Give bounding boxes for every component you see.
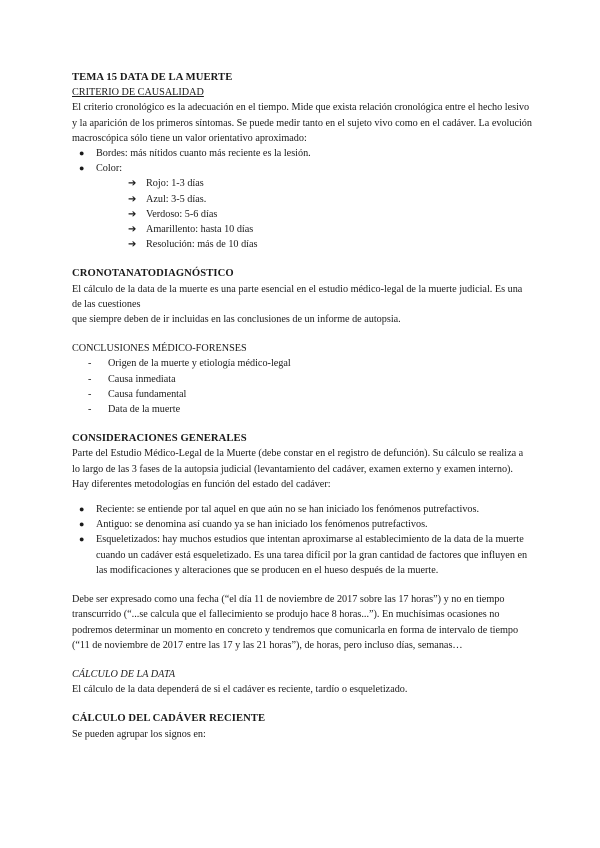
list-item: - Origen de la muerte y etiología médico-legal — [72, 356, 532, 371]
calculo-data-paragraph: El cálculo de la data dependerá de si el cadáver es reciente, tardío o esqueletizado. — [72, 684, 408, 696]
bullet-icon: ● — [79, 163, 85, 174]
bullet-icon: ● — [79, 504, 85, 515]
list-item: - Causa inmediata — [72, 372, 532, 387]
consideraciones-paragraph: Parte del Estudio Médico-Legal de la Muerte (debe constar en el registro de defunción). Su cálculo se realiza a lo largo de las 3 fases de la autopsia judicial (levantamiento del cadáver, examen externo y examen interno). Hay diferentes metodologías en función del estado del cadáver: — [72, 448, 524, 490]
arrow-right-icon: ➔ — [128, 193, 137, 205]
list-item: ➔ Azul: 3-5 días. — [72, 192, 532, 207]
bullet-icon: ● — [79, 148, 85, 159]
arrow-right-icon: ➔ — [128, 224, 137, 236]
section-heading-calculo-data: CÁLCULO DE LA DATA — [72, 668, 176, 680]
list-item: ● Antiguo: se denomina así cuando ya se han iniciado los fenómenos putrefactivos. — [72, 517, 532, 532]
list-item: ● Color: — [72, 161, 532, 176]
section-heading-consideraciones: CONSIDERACIONES GENERALES — [72, 433, 247, 445]
list-item: ➔ Resolución: más de 10 días — [72, 237, 532, 252]
bullet-icon: ● — [79, 534, 85, 545]
list-item: - Data de la muerte — [72, 402, 532, 417]
dash-marker: - — [88, 373, 92, 385]
list-item: ➔ Verdoso: 5-6 días — [72, 207, 532, 222]
cronotanato-line-1: El cálculo de la data de la muerte es una parte esencial en el estudio médico-legal de la muerte judicial. Es una de las cuestiones — [72, 283, 523, 310]
bullet-icon: ● — [79, 519, 85, 530]
dash-marker: - — [88, 358, 92, 370]
arrow-right-icon: ➔ — [128, 178, 137, 190]
color-list — [72, 176, 532, 252]
arrow-right-icon: ➔ — [128, 239, 137, 251]
section-heading-criterio: CRITERIO DE CAUSALIDAD — [72, 87, 204, 99]
list-item: ➔ Rojo: 1-3 días — [72, 176, 532, 191]
document-title: TEMA 15 DATA DE LA MUERTE — [72, 72, 233, 83]
consideraciones-bullet-list — [72, 502, 532, 578]
dash-marker: - — [88, 388, 92, 400]
criterio-paragraph: El criterio cronológico es la adecuación en el tiempo. Mide que exista relación cronológica entre el hecho lesivo y la aparición de los primeros síntomas. Se puede medir tanto en el sujeto vivo como en el cadáver. La evolución macroscópica sólo tiene un valor orientativo aproximado: — [72, 102, 532, 144]
section-heading-conclusiones: CONCLUSIONES MÉDICO-FORENSES — [72, 343, 247, 355]
cronotanato-line-2: que siempre deben de ir incluidas en las conclusiones de un informe de autopsia. — [72, 314, 401, 326]
conclusiones-list — [72, 356, 532, 417]
dash-marker: - — [88, 404, 92, 416]
list-item: ➔ Amarillento: hasta 10 días — [72, 222, 532, 237]
list-item: ● Reciente: se entiende por tal aquel en que aún no se han iniciado los fenómenos putrefactivos. — [72, 502, 532, 517]
list-item: ● Esqueletizados: hay muchos estudios que intentan aproximarse al establecimiento de la data de la muerte cuando un cadáver está esqueletizado. Es una tarea difícil por la gran cantidad de factores que influyen en las modificaciones y alteraciones que se producen en el hueso después de la muerte. — [79, 534, 528, 576]
expresion-paragraph: Debe ser expresado como una fecha (“el día 11 de noviembre de 2017 sobre las 17 horas”) y no en tiempo transcurrido (“...se calcula que el fallecimiento se produjo hace 8 horas...”). En muchísimas ocasiones no podremos determinar un momento en concreto y tendremos que comunicarla en forma de intervalo de tiempo (“11 de noviembre de 2017 entre las 17 y las 21 horas”), de horas, pero incluso días, semanas… — [72, 594, 519, 651]
list-item: - Causa fundamental — [72, 387, 532, 402]
document-page — [72, 70, 532, 742]
criterio-bullet-list — [72, 146, 532, 176]
section-heading-cronotanato: CRONOTANATODIAGNÓSTICO — [72, 268, 234, 280]
cadaver-reciente-paragraph: Se pueden agrupar los signos en: — [72, 728, 206, 740]
section-heading-cadaver-reciente: CÁLCULO DEL CADÁVER RECIENTE — [72, 713, 266, 725]
list-item: ● Bordes: más nítidos cuanto más reciente es la lesión. — [72, 146, 532, 161]
arrow-right-icon: ➔ — [128, 208, 137, 220]
